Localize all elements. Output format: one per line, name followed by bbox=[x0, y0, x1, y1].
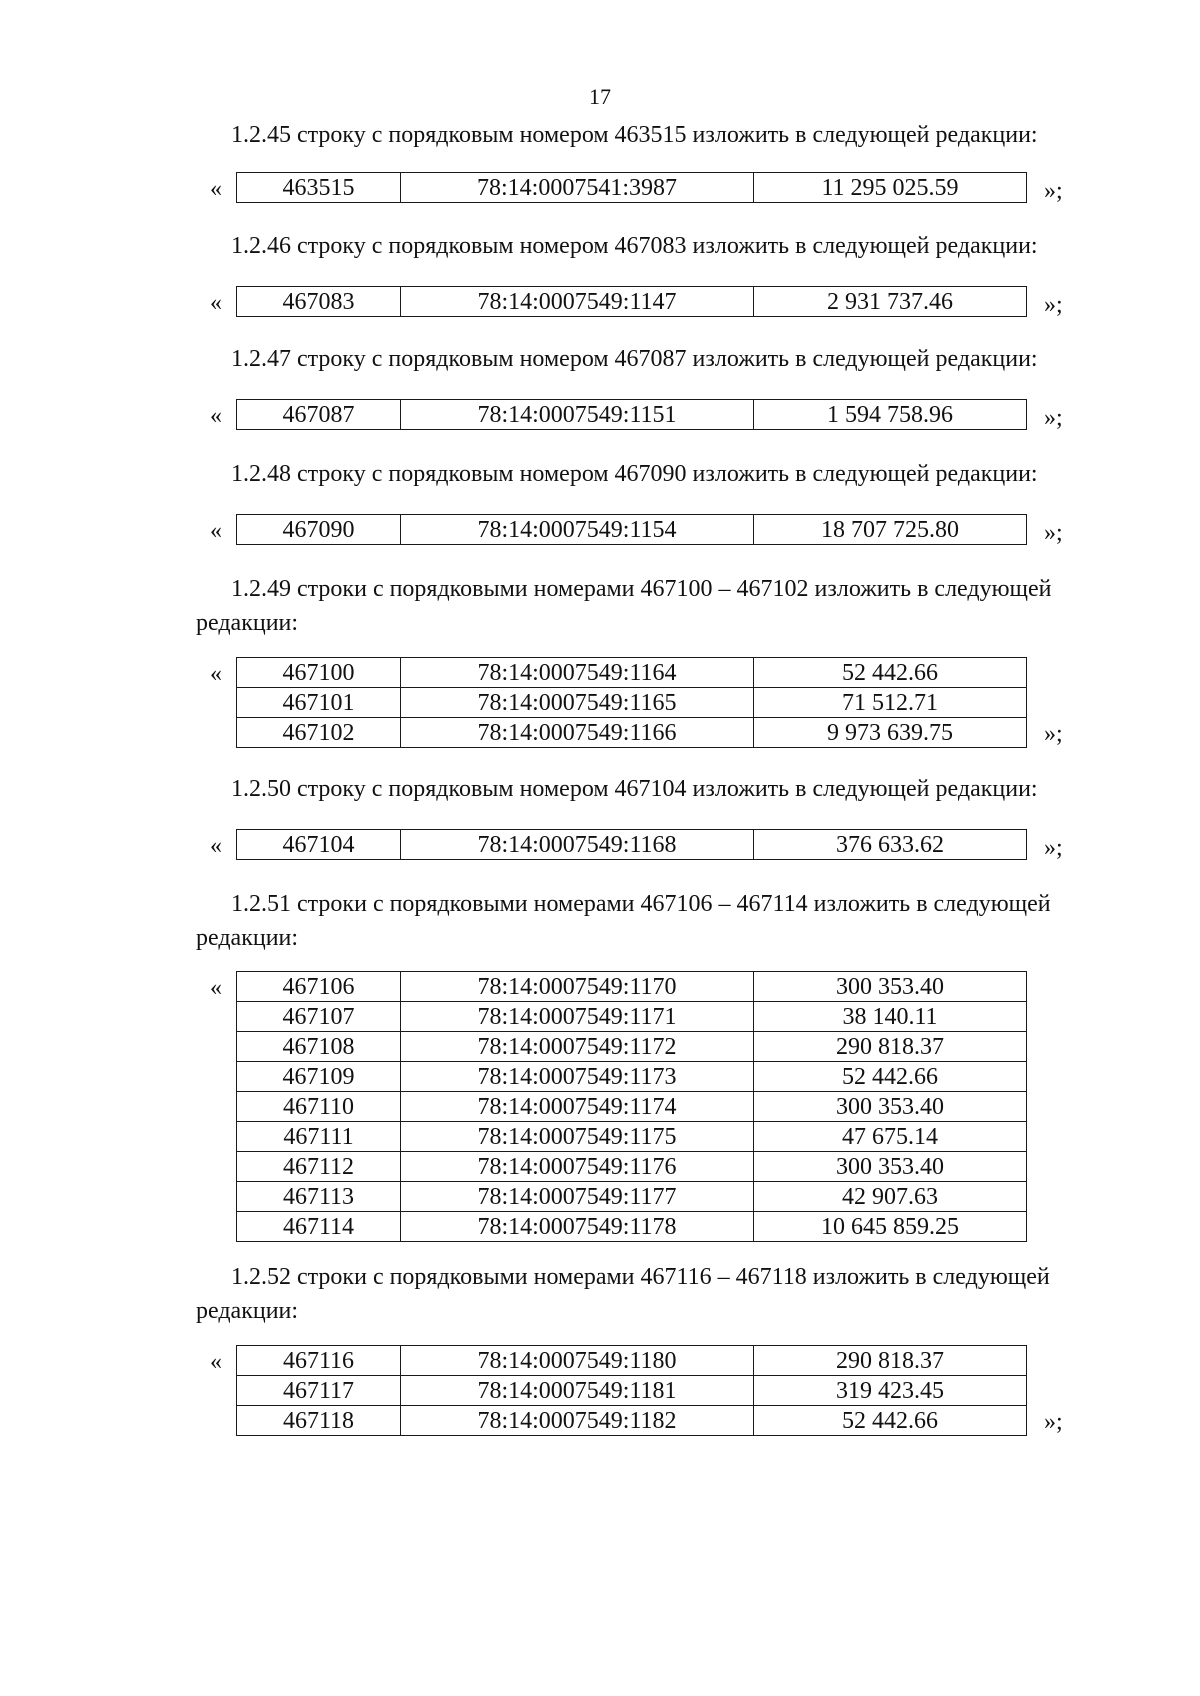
table-row bbox=[237, 400, 1027, 430]
cadastral-number-cell: 78:14:0007549:1166 bbox=[401, 718, 754, 748]
open-quote: « bbox=[210, 661, 222, 687]
cadastral-number-cell: 78:14:0007549:1168 bbox=[401, 830, 754, 860]
row-number-cell: 467118 bbox=[237, 1406, 401, 1436]
table-row bbox=[237, 830, 1027, 860]
open-quote: « bbox=[210, 833, 222, 859]
row-number-cell: 467110 bbox=[237, 1092, 401, 1122]
table-row bbox=[237, 972, 1027, 1002]
cadastral-number-cell: 78:14:0007549:1172 bbox=[401, 1032, 754, 1062]
value-cell: 376 633.62 bbox=[754, 830, 1027, 860]
open-quote: « bbox=[210, 518, 222, 544]
table-row bbox=[237, 515, 1027, 545]
value-cell: 52 442.66 bbox=[754, 1062, 1027, 1092]
table-row bbox=[237, 173, 1027, 203]
row-number-cell: 467111 bbox=[237, 1122, 401, 1152]
rows-table bbox=[236, 829, 1027, 860]
section-heading-1-2-49: 1.2.49 строки с порядковыми номерами 467100 – 467102 изложить в следующей редакции: bbox=[196, 576, 1052, 636]
open-quote: « bbox=[210, 176, 222, 202]
section-heading-1-2-46: 1.2.46 строку с порядковым номером 467083 изложить в следующей редакции: bbox=[231, 233, 1038, 259]
section-heading-1-2-48: 1.2.48 строку с порядковым номером 467090 изложить в следующей редакции: bbox=[231, 461, 1038, 487]
section-table-1-2-49 bbox=[196, 657, 1126, 857]
rows-table bbox=[236, 657, 1027, 748]
value-cell: 47 675.14 bbox=[754, 1122, 1027, 1152]
close-quote: »; bbox=[1044, 1409, 1063, 1435]
cadastral-number-cell: 78:14:0007549:1170 bbox=[401, 972, 754, 1002]
value-cell: 11 295 025.59 bbox=[754, 173, 1027, 203]
cadastral-number-cell: 78:14:0007549:1154 bbox=[401, 515, 754, 545]
value-cell: 319 423.45 bbox=[754, 1376, 1027, 1406]
value-cell: 1 594 758.96 bbox=[754, 400, 1027, 430]
value-cell: 290 818.37 bbox=[754, 1032, 1027, 1062]
page-number: 17 bbox=[589, 84, 611, 109]
section-heading-1-2-47: 1.2.47 строку с порядковым номером 467087 изложить в следующей редакции: bbox=[231, 346, 1038, 372]
value-cell: 290 818.37 bbox=[754, 1346, 1027, 1376]
close-quote: »; bbox=[1044, 178, 1063, 204]
section-heading-1-2-52: 1.2.52 строки с порядковыми номерами 467116 – 467118 изложить в следующей редакции: bbox=[196, 1264, 1050, 1324]
cadastral-number-cell: 78:14:0007549:1173 bbox=[401, 1062, 754, 1092]
table-row bbox=[237, 1152, 1027, 1182]
cadastral-number-cell: 78:14:0007549:1181 bbox=[401, 1376, 754, 1406]
section-heading-1-2-45: 1.2.45 строку с порядковым номером 463515 изложить в следующей редакции: bbox=[231, 122, 1038, 148]
row-number-cell: 467116 bbox=[237, 1346, 401, 1376]
cadastral-number-cell: 78:14:0007549:1165 bbox=[401, 688, 754, 718]
row-number-cell: 467112 bbox=[237, 1152, 401, 1182]
cadastral-number-cell: 78:14:0007549:1175 bbox=[401, 1122, 754, 1152]
cadastral-number-cell: 78:14:0007549:1171 bbox=[401, 1002, 754, 1032]
value-cell: 300 353.40 bbox=[754, 972, 1027, 1002]
row-number-cell: 463515 bbox=[237, 173, 401, 203]
rows-table bbox=[236, 286, 1027, 317]
close-quote: »; bbox=[1044, 520, 1063, 546]
section-heading-1-2-50: 1.2.50 строку с порядковым номером 467104 изложить в следующей редакции: bbox=[231, 776, 1038, 802]
rows-table bbox=[236, 1345, 1027, 1436]
cadastral-number-cell: 78:14:0007549:1164 bbox=[401, 658, 754, 688]
table-row bbox=[237, 718, 1027, 748]
table-row bbox=[237, 1122, 1027, 1152]
value-cell: 2 931 737.46 bbox=[754, 287, 1027, 317]
row-number-cell: 467113 bbox=[237, 1182, 401, 1212]
open-quote: « bbox=[210, 403, 222, 429]
row-number-cell: 467102 bbox=[237, 718, 401, 748]
cadastral-number-cell: 78:14:0007549:1174 bbox=[401, 1092, 754, 1122]
section-heading-1-2-51: 1.2.51 строки с порядковыми номерами 467106 – 467114 изложить в следующей редакции: bbox=[196, 891, 1051, 951]
cadastral-number-cell: 78:14:0007549:1182 bbox=[401, 1406, 754, 1436]
value-cell: 10 645 859.25 bbox=[754, 1212, 1027, 1242]
value-cell: 52 442.66 bbox=[754, 1406, 1027, 1436]
value-cell: 71 512.71 bbox=[754, 688, 1027, 718]
close-quote: »; bbox=[1044, 835, 1063, 861]
value-cell: 18 707 725.80 bbox=[754, 515, 1027, 545]
open-quote: « bbox=[210, 290, 222, 316]
row-number-cell: 467100 bbox=[237, 658, 401, 688]
cadastral-number-cell: 78:14:0007549:1151 bbox=[401, 400, 754, 430]
row-number-cell: 467107 bbox=[237, 1002, 401, 1032]
table-row bbox=[237, 1092, 1027, 1122]
row-number-cell: 467108 bbox=[237, 1032, 401, 1062]
row-number-cell: 467114 bbox=[237, 1212, 401, 1242]
rows-table bbox=[236, 172, 1027, 203]
section-table-1-2-51 bbox=[196, 971, 1126, 1241]
table-row bbox=[237, 688, 1027, 718]
close-quote: »; bbox=[1044, 405, 1063, 431]
cadastral-number-cell: 78:14:0007549:1180 bbox=[401, 1346, 754, 1376]
table-row bbox=[237, 1062, 1027, 1092]
value-cell: 52 442.66 bbox=[754, 658, 1027, 688]
rows-table bbox=[236, 399, 1027, 430]
table-row bbox=[237, 1182, 1027, 1212]
table-row bbox=[237, 1346, 1027, 1376]
table-row bbox=[237, 1212, 1027, 1242]
table-row bbox=[237, 1032, 1027, 1062]
cadastral-number-cell: 78:14:0007549:1177 bbox=[401, 1182, 754, 1212]
rows-table bbox=[236, 971, 1027, 1242]
close-quote: »; bbox=[1044, 721, 1063, 747]
value-cell: 9 973 639.75 bbox=[754, 718, 1027, 748]
row-number-cell: 467106 bbox=[237, 972, 401, 1002]
open-quote: « bbox=[210, 1349, 222, 1375]
value-cell: 300 353.40 bbox=[754, 1092, 1027, 1122]
row-number-cell: 467101 bbox=[237, 688, 401, 718]
row-number-cell: 467104 bbox=[237, 830, 401, 860]
table-row bbox=[237, 658, 1027, 688]
table-row bbox=[237, 1406, 1027, 1436]
section-table-1-2-52 bbox=[196, 1345, 1126, 1545]
value-cell: 42 907.63 bbox=[754, 1182, 1027, 1212]
row-number-cell: 467109 bbox=[237, 1062, 401, 1092]
cadastral-number-cell: 78:14:0007549:1178 bbox=[401, 1212, 754, 1242]
row-number-cell: 467117 bbox=[237, 1376, 401, 1406]
table-row bbox=[237, 1376, 1027, 1406]
table-row bbox=[237, 287, 1027, 317]
cadastral-number-cell: 78:14:0007541:3987 bbox=[401, 173, 754, 203]
row-number-cell: 467090 bbox=[237, 515, 401, 545]
cadastral-number-cell: 78:14:0007549:1147 bbox=[401, 287, 754, 317]
rows-table bbox=[236, 514, 1027, 545]
table-row bbox=[237, 1002, 1027, 1032]
open-quote: « bbox=[210, 975, 222, 1001]
row-number-cell: 467087 bbox=[237, 400, 401, 430]
cadastral-number-cell: 78:14:0007549:1176 bbox=[401, 1152, 754, 1182]
value-cell: 300 353.40 bbox=[754, 1152, 1027, 1182]
value-cell: 38 140.11 bbox=[754, 1002, 1027, 1032]
row-number-cell: 467083 bbox=[237, 287, 401, 317]
close-quote: »; bbox=[1044, 292, 1063, 318]
